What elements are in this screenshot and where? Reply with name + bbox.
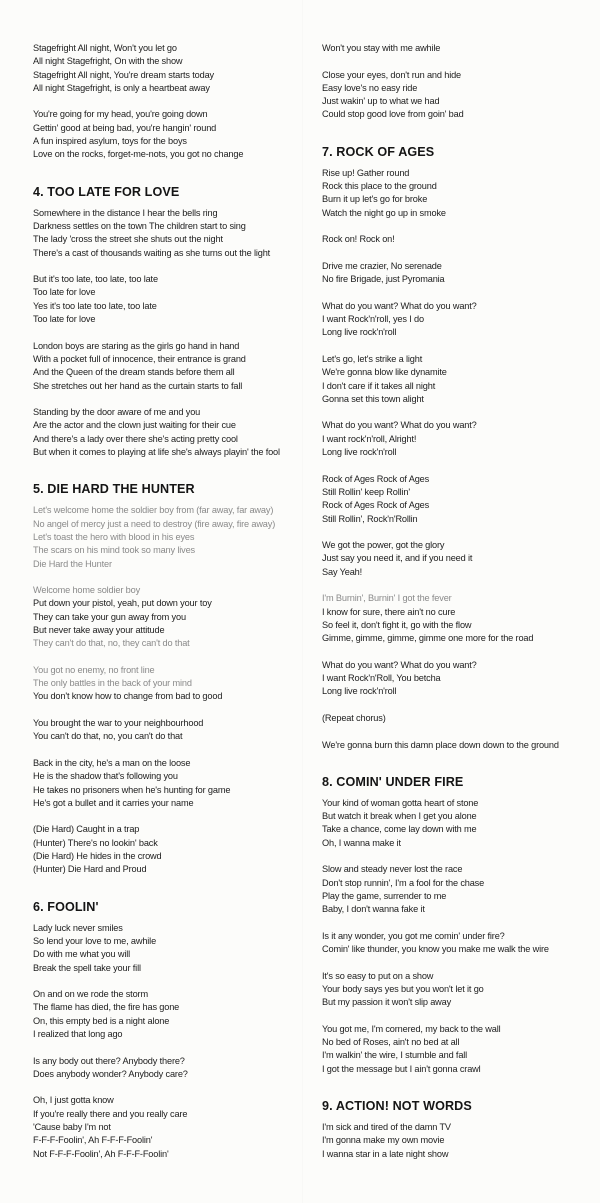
lyric-line: Take a chance, come lay down with me [322,824,477,835]
lyric-line: The lady 'cross the street she shuts out the night [33,234,223,245]
stanza-gap [322,579,592,592]
lyric-line: I know for sure, there ain't no cure [322,606,456,617]
lyrics-column-right [322,42,592,1161]
lyric-line: The flame has died, the fire has gone [33,1002,180,1013]
section-gap [33,162,305,184]
lyric-line: Close your eyes, don't run and hide [322,69,462,80]
lyric-line: Not F-F-F-Foolin', Ah F-F-F-Foolin' [33,1148,169,1159]
stanza-gap [33,260,305,273]
lyric-line: I want rock'n'roll, Alright! [322,433,417,444]
section-gap [322,1114,592,1121]
lyric-line: Gimme, gimme, gimme, gimme one more for the road [322,633,534,644]
section-gap [322,160,592,167]
lyric-line: Won't you stay with me awhile [322,43,441,53]
lyric-line: No fire Brigade, just Pyromania [322,274,445,285]
stanza-gap [322,340,592,353]
lyric-line: I wanna star in a late night show [322,1148,449,1159]
song-title: 9. ACTION! NOT WORDS [322,1099,472,1114]
lyric-line: Love on the rocks, forget-me-nots, you got no change [33,149,244,160]
lyric-line: Too late for love [33,314,96,325]
lyric-line: But my passion it won't slip away [322,997,452,1008]
lyric-line: So feel it, don't fight it, go with the flow [322,619,472,630]
lyric-line: A fun inspired asylum, toys for the boys [33,136,187,147]
stanza-gap [33,393,305,406]
lyric-line: But watch it break when I get you alone [322,811,477,822]
lyric-line: And the Queen of the dream stands before them all [33,367,235,378]
lyric-line: He takes no prisoners when he's hunting for game [33,784,231,795]
lyric-line: Do with me what you will [33,949,130,960]
lyric-line: I'm Burnin', Burnin' I got the fever [322,593,452,604]
lyric-line: Yes it's too late too late, too late [33,300,157,311]
lyric-line: Stagefright All night, Won't you let go [33,43,177,53]
lyric-line: Drive me crazier, No serenade [322,260,442,271]
lyric-line: Long live rock'n'roll [322,447,397,458]
lyric-line: What do you want? What do you want? [322,300,477,311]
lyric-line: Your body says yes but you won't let it go [322,984,484,994]
stanza-gap [322,286,592,299]
stanza-gap [33,744,305,757]
stanza-gap [33,810,305,823]
lyric-line: Still Rollin' keep Rollin' [322,486,410,497]
stanza-gap [322,956,592,969]
stanza-gap [322,1010,592,1023]
stanza-gap [33,326,305,339]
section-gap [322,790,592,797]
lyric-line: You don't know how to change from bad to good [33,691,223,702]
stanza-gap [33,95,305,108]
stanza-gap [322,917,592,930]
section-gap [322,1076,592,1098]
section-gap [33,459,305,481]
lyric-line: Standing by the door aware of me and you [33,407,201,418]
lyric-line: Oh, I wanna make it [322,837,401,848]
stanza-gap [322,526,592,539]
lyric-line: They can't do that, no, they can't do that [33,638,190,649]
lyric-line: Die Hard the Hunter [33,558,112,569]
lyric-line: On and on we rode the storm [33,989,148,1000]
lyric-line: I realized that long ago [33,1029,123,1039]
stanza-gap [33,1041,305,1054]
lyric-line: With a pocket full of innocence, their entrance is grand [33,353,246,364]
lyric-line: Burn it up let's go for broke [322,194,428,205]
lyric-line: Gonna set this town alight [322,393,424,404]
lyric-line: Watch the night go up in smoke [322,207,446,218]
lyric-line: I want Rock'n'Roll, You betcha [322,673,441,684]
lyric-line: There's a cast of thousands waiting as she turns out the light [33,247,271,258]
lyric-line: Is any body out there? Anybody there? [33,1055,185,1066]
lyric-line: But it's too late, too late, too late [33,274,158,285]
lyric-line: If you're really there and you really care [33,1108,188,1119]
lyric-line: Your kind of woman gotta heart of stone [322,797,479,808]
lyric-line: Just say you need it, and if you need it [322,553,473,564]
lyric-line: Put down your pistol, yeah, put down your toy [33,598,212,609]
stanza-gap [322,406,592,419]
lyric-line: Lady luck never smiles [33,922,123,933]
lyric-line: The scars on his mind took so many lives [33,545,195,556]
lyric-line: I don't care if it takes all night [322,380,436,391]
section-gap [322,122,592,144]
stanza-gap [33,975,305,988]
lyric-line: I'm gonna make my own movie [322,1135,445,1146]
lyric-line: Easy love's no easy ride [322,82,418,93]
lyric-line: Still Rollin', Rock'n'Rollin [322,513,418,524]
lyric-line: (Repeat chorus) [322,712,386,723]
lyric-line: Long live rock'n'roll [322,327,397,338]
lyric-line: What do you want? What do you want? [322,420,477,431]
lyric-line: We got the power, got the glory [322,540,445,551]
stanza-gap [322,220,592,233]
lyric-line: London boys are staring as the girls go hand in hand [33,340,240,351]
lyric-line: Baby, I don't wanna fake it [322,904,425,915]
lyric-line: Oh, I just gotta know [33,1095,114,1106]
lyric-line: All night Stagefright, is only a heartbeat away [33,82,210,93]
song-title: 8. COMIN' UNDER FIRE [322,774,464,789]
stanza-gap [322,459,592,472]
section-gap [33,497,305,504]
lyric-line: Let's go, let's strike a light [322,353,423,364]
lyric-line: (Hunter) Die Hard and Proud [33,864,147,875]
lyric-line: You got me, I'm cornered, my back to the wall [322,1023,501,1034]
lyric-line: She stretches out her hand as the curtain starts to fall [33,380,243,391]
lyric-line: Is it any wonder, you got me comin' under fire? [322,930,505,941]
lyric-line: All night Stagefright, On with the show [33,56,183,67]
lyric-line: (Die Hard) He hides in the crowd [33,851,162,862]
lyric-line: F-F-F-Foolin', Ah F-F-F-Foolin' [33,1135,153,1146]
section-gap [33,877,305,899]
lyric-line: Don't stop runnin', I'm a fool for the chase [322,877,485,888]
lyric-line: I'm sick and tired of the damn TV [322,1122,451,1133]
lyric-line: Comin' like thunder, you know you make me walk the wire [322,944,549,955]
stanza-gap [322,850,592,863]
song-title: 4. TOO LATE FOR LOVE [33,184,180,199]
stanza-gap [33,1081,305,1094]
stanza-gap [33,704,305,717]
lyric-line: (Hunter) There's no lookin' back [33,837,158,848]
lyric-line: He is the shadow that's following you [33,771,178,782]
lyric-line: Slow and steady never lost the race [322,864,463,875]
lyric-line: But never take away your attitude [33,624,165,635]
song-title: 6. FOOLIN' [33,899,99,914]
stanza-gap [33,571,305,584]
song-title: 7. ROCK OF AGES [322,144,435,159]
lyric-line: Rise up! Gather round [322,167,410,178]
lyric-line: I'm walkin' the wire, I stumble and fall [322,1050,468,1061]
lyric-line: Could stop good love from goin' bad [322,109,464,120]
lyric-line: You got no enemy, no front line [33,664,155,675]
lyric-line: But when it comes to playing at life she's always playin' the fool [33,447,280,458]
lyric-line: Play the game, surrender to me [322,890,447,901]
stanza-gap [322,699,592,712]
lyric-line: Rock this place to the ground [322,181,437,192]
lyric-line: I want Rock'n'roll, yes I do [322,314,424,325]
lyric-line: Rock on! Rock on! [322,234,395,245]
lyric-line: Welcome home soldier boy [33,585,141,596]
lyric-line: Rock of Ages Rock of Ages [322,500,430,511]
song-title: 5. DIE HARD THE HUNTER [33,482,195,497]
lyric-line: 'Cause baby I'm not [33,1122,111,1133]
lyric-line: Let's toast the hero with blood in his eyes [33,531,195,542]
lyric-line: Just wakin' up to what we had [322,96,440,107]
lyric-line: Rock of Ages Rock of Ages [322,473,430,484]
stanza-gap [322,645,592,658]
lyric-line: He's got a bullet and it carries your name [33,797,194,808]
lyrics-column-left [33,42,305,1161]
lyric-line: Back in the city, he's a man on the loose [33,757,191,768]
lyric-line: Darkness settles on the town The children start to sing [33,220,246,231]
lyric-line: I got the message but I ain't gonna crawl [322,1063,481,1074]
lyric-line: You can't do that, no, you can't do that [33,731,183,742]
lyric-line: Somewhere in the distance I hear the bells ring [33,207,218,218]
stanza-gap [322,55,592,68]
stanza-gap [322,725,592,738]
lyric-line: We're gonna burn this damn place down down to the ground [322,739,559,750]
lyric-line: And there's a lady over there she's acting pretty cool [33,433,238,444]
lyric-line: Break the spell take your fill [33,962,141,973]
lyric-line: On, this empty bed is a night alone [33,1015,170,1026]
lyric-line: Are the actor and the clown just waiting for their cue [33,420,236,431]
lyric-line: What do you want? What do you want? [322,659,477,670]
lyric-line: We're gonna blow like dynamite [322,367,447,378]
lyric-line: Long live rock'n'roll [322,686,397,697]
lyric-line: You're going for my head, you're going down [33,109,208,120]
lyric-line: No bed of Roses, ain't no bed at all [322,1037,460,1048]
lyric-line: Gettin' good at being bad, you're hangin' round [33,122,217,133]
lyric-line: Too late for love [33,287,96,298]
stanza-gap [322,247,592,260]
lyric-line: Say Yeah! [322,566,363,577]
lyric-line: You brought the war to your neighbourhood [33,718,204,729]
lyric-line: No angel of mercy just a need to destroy (fire away, fire away) [33,518,276,529]
lyric-line: The only battles in the back of your mind [33,678,192,689]
lyric-line: It's so easy to put on a show [322,970,434,981]
stanza-gap [33,651,305,664]
lyric-line: (Die Hard) Caught in a trap [33,824,140,835]
lyric-line: Let's welcome home the soldier boy from (far away, far away) [33,505,274,516]
lyric-line: So lend your love to me, awhile [33,935,157,946]
lyric-line: Does anybody wonder? Anybody care? [33,1068,188,1079]
section-gap [322,752,592,774]
lyric-line: Stagefright All night, You're dream starts today [33,69,214,80]
lyric-line: They can take your gun away from you [33,611,186,622]
section-gap [33,915,305,922]
section-gap [33,200,305,207]
